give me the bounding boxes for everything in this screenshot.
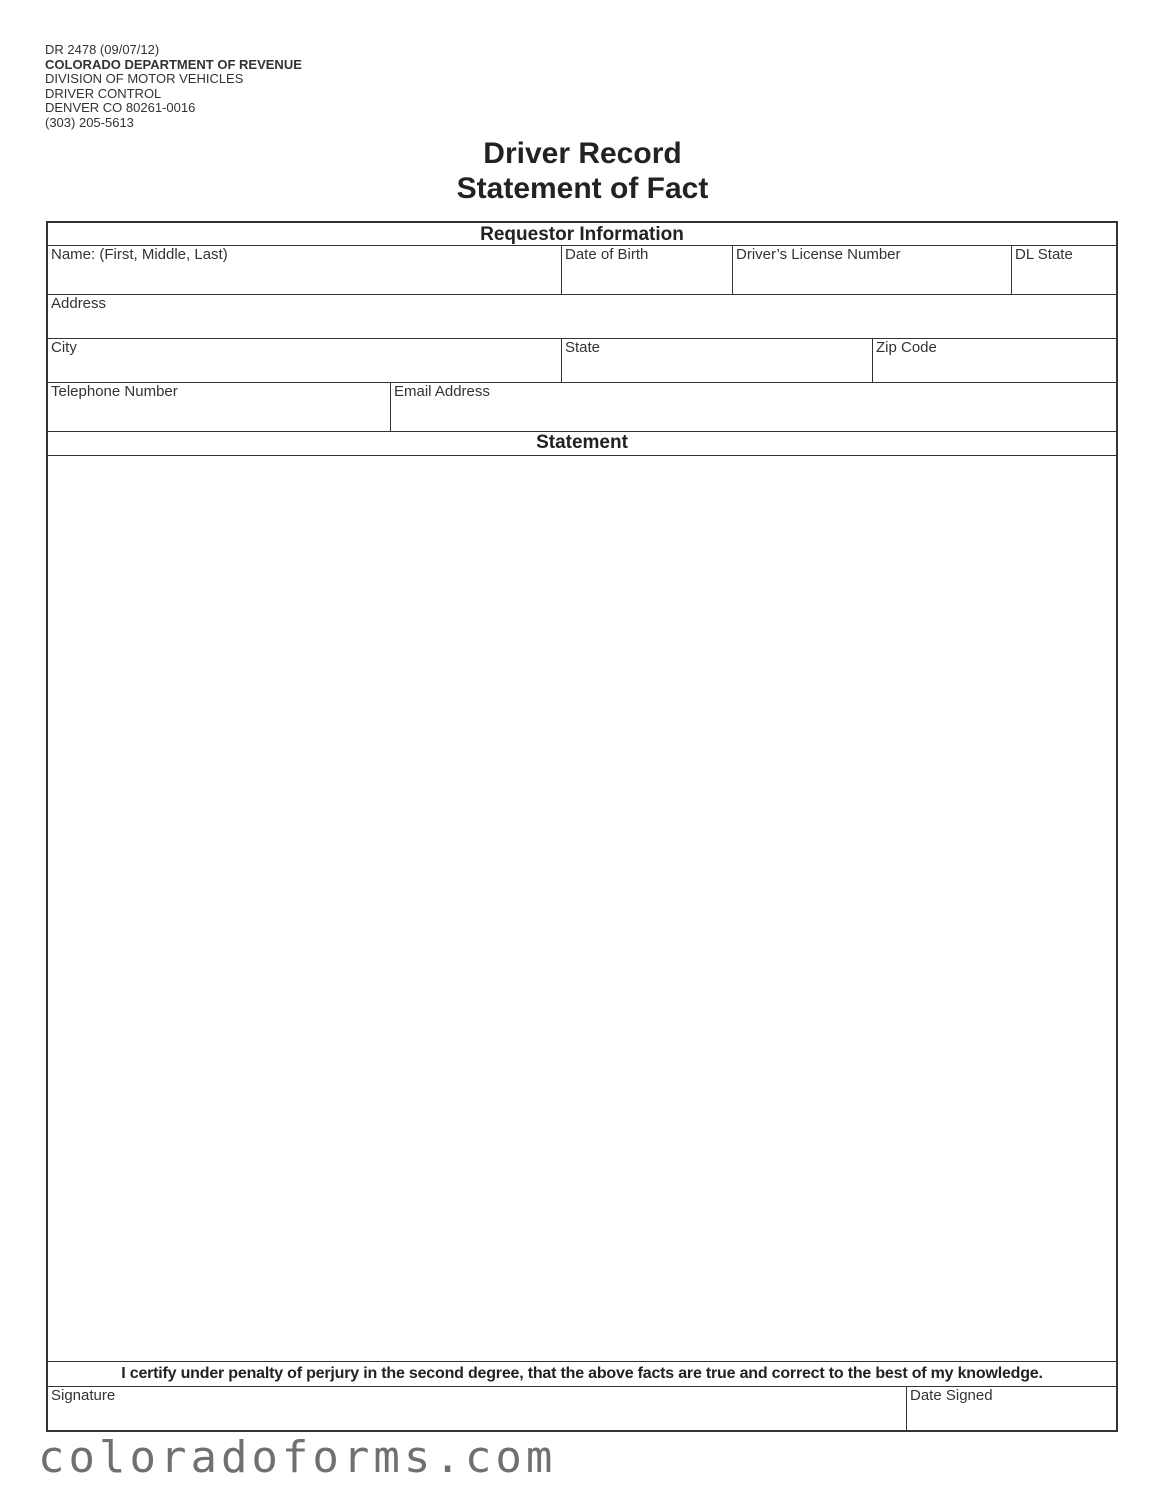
dob-input[interactable]	[564, 267, 730, 292]
divider	[561, 245, 562, 294]
watermark-text: coloradoforms.com	[38, 1432, 557, 1483]
requestor-heading: Requestor Information	[480, 224, 684, 245]
address-label: Address	[51, 295, 107, 312]
statement-form	[46, 221, 1118, 1432]
telephone-label: Telephone Number	[51, 383, 178, 400]
divider	[48, 294, 1116, 295]
form-title-line1: Driver Record	[483, 137, 682, 170]
unit-name: DRIVER CONTROL	[45, 85, 162, 101]
name-input[interactable]	[50, 267, 558, 292]
divider	[872, 338, 873, 382]
divider	[561, 338, 562, 382]
dl-state-input[interactable]	[1014, 267, 1114, 292]
form-title-line2: Statement of Fact	[456, 172, 709, 205]
zip-label: Zip Code	[876, 339, 937, 356]
divider	[1011, 245, 1012, 294]
form-id: DR 2478 (09/07/12)	[45, 42, 160, 57]
agency-city-zip: DENVER CO 80261-0016	[45, 100, 196, 115]
divider	[48, 382, 1116, 383]
statement-textarea[interactable]	[50, 459, 1114, 1357]
city-label: City	[51, 339, 77, 356]
state-label: State	[565, 339, 601, 356]
agency-header	[45, 43, 302, 130]
date-signed-label: Date Signed	[910, 1387, 993, 1404]
city-input[interactable]	[50, 359, 558, 381]
dl-number-input[interactable]	[735, 267, 1009, 292]
department-name: COLORADO DEPARTMENT OF REVENUE	[45, 56, 302, 72]
telephone-input[interactable]	[50, 404, 388, 429]
divider	[390, 382, 391, 431]
name-label: Name: (First, Middle, Last)	[51, 246, 228, 263]
email-label: Email Address	[394, 383, 490, 400]
dl-number-label: Driver’s License Number	[736, 246, 901, 263]
signature-input[interactable]	[50, 1407, 903, 1430]
divider	[48, 455, 1116, 456]
dob-label: Date of Birth	[565, 246, 649, 263]
certification-text: I certify under penalty of perjury in the second degree, that the above facts are true and correct to the best of my knowledge.	[121, 1365, 1043, 1382]
statement-heading: Statement	[536, 432, 628, 453]
divider	[732, 245, 733, 294]
division-name: DIVISION OF MOTOR VEHICLES	[45, 71, 244, 86]
state-input[interactable]	[564, 359, 870, 381]
email-input[interactable]	[393, 404, 1115, 429]
date-signed-input[interactable]	[909, 1407, 1115, 1430]
form-title	[0, 136, 1165, 206]
divider	[906, 1386, 907, 1432]
agency-phone: (303) 205-5613	[45, 114, 134, 130]
zip-input[interactable]	[875, 359, 1115, 381]
dl-state-label: DL State	[1015, 246, 1073, 263]
address-input[interactable]	[50, 315, 1114, 337]
signature-label: Signature	[51, 1387, 116, 1404]
